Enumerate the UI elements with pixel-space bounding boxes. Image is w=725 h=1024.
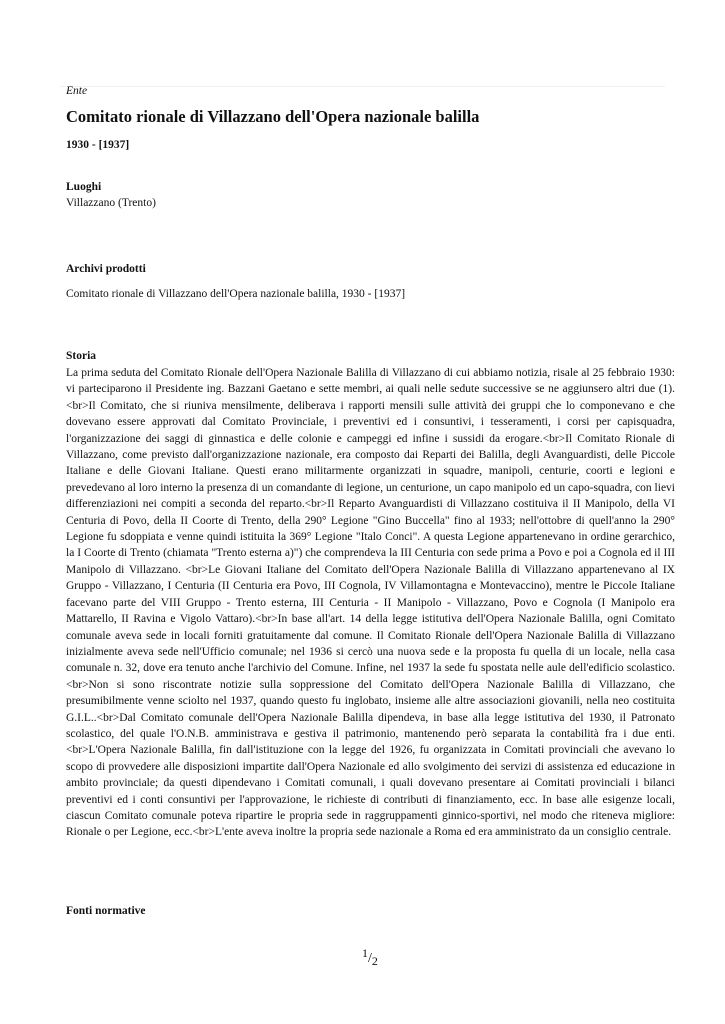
page-current: 1: [362, 946, 368, 960]
record-title: Comitato rionale di Villazzano dell'Opera nazionale balilla: [66, 107, 480, 126]
record-dates: 1930 - [1937]: [66, 139, 130, 151]
header-divider: [60, 86, 665, 87]
entity-type-label: Ente: [66, 85, 88, 97]
page-number: [362, 946, 378, 968]
page-separator: /: [368, 951, 372, 966]
history-heading: Storia: [66, 350, 97, 362]
places-value: Villazzano (Trento): [66, 197, 156, 209]
places-heading: Luoghi: [66, 181, 102, 193]
history-text: La prima seduta del Comitato Rionale dell'Opera Nazionale Balilla di Villazzano di cui abbiamo notizia, risale al 25 febbraio 1930: vi parteciparono il Presidente ing. Bazzani Gaetano e sette membri, ai quali nelle sedute successive se ne aggiunsero altri due (1).<br>Il Comitato, che si riuniva mensilmente, deliberava i rapporti mensili sulle attività dei gruppi che lo componevano e che dovevano essere approvati dal Comitato Provinciale, i preventivi ed i consuntivi, i tesseramenti, i corsi per capisquadra, l'organizzazione dei saggi di ginnastica e delle colonie e campeggi ed infine i sussidi da erogare.<br>Il Comitato Rionale di Villazzano, come previsto dall'organizzazione nazionale, era composto dai Reparti dei Balilla, degli Avanguardisti, delle Piccole Italiane e delle Giovani Italiane. Questi erano militarmente organizzati in squadre, manipoli, centurie, coorti e legioni e prevedevano al loro interno la presenza di un comandante di legione, un centurione, un capo manipolo ed un capo-squadra, con lievi differenziazioni nei compiti a seconda del reparto.<br>Il Reparto Avanguardisti di Villazzano costituiva il II Manipolo, della VI Centuria di Povo, della II Coorte di Trento, della 290° Legione "Gino Buccella" fino al 1933; nell'ottobre di quell'anno la 290° Legione fu sdoppiata e venne quindi istituita la 369° Legione "Italo Conci". A questa Legione appartenevano in ordine gerarchico, la I Coorte di Trento (chiamata "Trento esterna a)") che comprendeva la III Centuria con sede prima a Povo e poi a Cognola ed il III Manipolo di Villazzano. <br>Le Giovani Italiane del Comitato dell'Opera Nazionale Balilla di Villazzano appartenevano al IX Gruppo - Villazzano, I Centuria (II Centuria era Povo, III Cognola, IV Villamontagna e Montevaccino), mentre le Piccole Italiane facevano parte del VIII Gruppo - Trento esterna, III Centuria - II Manipolo - Villazzano, Povo e Cognola (I Manipolo era Mattarello, II Ravina e Vigolo Vattaro).<br>In base all'art. 14 della legge istitutiva dell'Opera Nazionale Balilla, ogni Comitato comunale aveva sede in locali forniti gratuitamente dal comune. Il Comitato Rionale dell'Opera Nazionale Balilla di Villazzano inizialmente aveva sede nell'Ufficio comunale; nel 1936 si cercò una nuova sede e la proposta fu quella di un locale, nella casa comunale n. 32, dove era tenuto anche l'archivio del Comune. Infine, nel 1937 la sede fu spostata nelle aule dell'edificio scolastico.<br>Non si sono riscontrate notizie sulla soppressione del Comitato dell'Opera Nazionale Balilla di Villazzano, che presumibilmente venne sciolto nel 1937, quando questo fu inglobato, insieme alle altre associazioni giovanili, nella neo costituita G.I.L..<br>Dal Comitato comunale dell'Opera Nazionale Balilla dipendeva, in base alla legge istitutiva del 1930, il Patronato scolastico, del quale l'O.N.B. amministrava e gestiva il patrimonio, mantenendo però separata la contabilità fra i due enti.<br>L'Opera Nazionale Balilla, fin dall'istituzione con la legge del 1926, fu organizzata in Comitati provinciali che avevano lo scopo di provvedere alle disposizioni impartite dall'Opera Nazionale ed allo svolgimento dei servizi di assistenza ed educazione in ambito provinciale; da questi dipendevano i Comitati comunali, i quali dovevano presentare ai Comitati provinciali i bilanci preventivi ed i conti consuntivi per l'approvazione, le richieste di contributi di finanziamento, ecc. In base alle esigenze locali, ciascun Comitato comunale poteva ripartire le propria sede in raggruppamenti ginnico-sportivi, nel modo che riteneva migliore: Rionale o per Legione, ecc.<br>L'ente aveva inoltre la propria sede nazionale a Roma ed era amministrato da un consiglio centrale.: [66, 367, 675, 839]
archives-value: Comitato rionale di Villazzano dell'Opera nazionale balilla, 1930 - [1937]: [66, 288, 406, 300]
legal-sources-heading: Fonti normative: [66, 905, 146, 917]
page-total: 2: [371, 954, 378, 968]
archives-heading: Archivi prodotti: [66, 263, 146, 275]
